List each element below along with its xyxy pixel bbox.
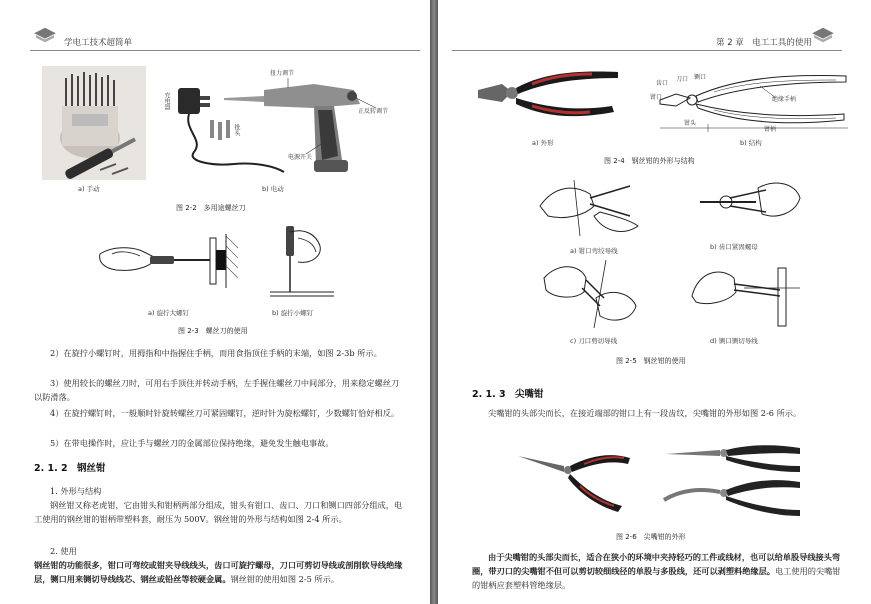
book-gutter xyxy=(430,0,438,604)
right-page xyxy=(438,0,871,604)
paragraph-5: 5）在带电操作时，应让手与螺丝刀的金属部位保持绝缘，避免发生触电事故。 xyxy=(50,438,334,448)
label-torque: 扭力调节 xyxy=(270,70,295,77)
electric-screwdriver-drawing xyxy=(164,70,404,180)
screwdriver-usage-large-drawing xyxy=(92,232,242,292)
fig2-4a-caption: a) 外形 xyxy=(532,139,554,147)
paragraph-needle-nose-use xyxy=(472,550,844,592)
label-power: 电源开关 xyxy=(288,154,313,161)
label-sleeve: 绝缘手柄 xyxy=(772,96,797,103)
fig2-5a-caption: a) 钳口弯绞导线 xyxy=(570,247,618,255)
pliers-chop-wire-drawing xyxy=(684,262,804,332)
label-head: 钳头 xyxy=(684,120,697,127)
running-header-left: 学电工技术超简单 xyxy=(64,38,133,48)
pliers-tighten-nut-drawing xyxy=(696,176,806,236)
label-cutter: 铡口 xyxy=(694,74,707,81)
section-heading-2-1-3 xyxy=(472,386,544,400)
subheading-structure: 1. 外形与结构 xyxy=(50,486,102,496)
section-title: 尖嘴钳 xyxy=(514,389,544,400)
fig2-3-caption: 图 2-3 螺丝刀的使用 xyxy=(178,327,248,335)
header-rule xyxy=(452,50,842,51)
combination-pliers-photo xyxy=(472,66,622,128)
label-handle: 钳柄 xyxy=(764,126,777,133)
label-blade: 刀口 xyxy=(676,76,689,83)
paragraph-3: 3）使用较长的螺丝刀时，可用右手顶住并转动手柄，左手握住螺丝刀中间部分，用来稳定螺丝刀以防滑落。 xyxy=(34,378,400,402)
fig2-2b-caption: b) 电动 xyxy=(262,185,284,193)
label-reverse: 正反转调节 xyxy=(358,108,389,115)
book-logo-icon xyxy=(810,26,836,44)
paragraph-2: 2）在旋拧小螺钉时，用拇指和中指握住手柄，而用食指顶住手柄的末端，如图 2-3b 所示。 xyxy=(50,348,382,358)
fig2-2a-caption: a) 手动 xyxy=(78,185,100,193)
section-heading-2-1-2 xyxy=(34,460,106,474)
paragraph-needle-nose-intro: 尖嘴钳的头部尖而长，在接近端部的钳口上有一段齿纹，尖嘴钳的外形如图 2-6 所示。 xyxy=(488,408,802,418)
needle-nose-pliers-straight xyxy=(514,442,634,512)
screwdriver-usage-small-drawing xyxy=(268,222,338,304)
header-rule xyxy=(30,50,420,51)
paragraph-use xyxy=(34,558,406,586)
section-number: 2. 1. 2 xyxy=(34,463,68,474)
left-page xyxy=(0,0,430,604)
label-jaw: 钳口 xyxy=(650,94,663,101)
fig2-4b-caption: b) 结构 xyxy=(740,139,762,147)
manual-screwdriver-set-photo xyxy=(42,66,146,180)
fig2-5c-caption: c) 刀口剪切导线 xyxy=(570,337,618,345)
paragraph-structure: 钢丝钳又称老虎钳，它由钳头和钳柄两部分组成，钳头有钳口、齿口、刀口和铡口四部分组成，电工使用的钢丝钳的钳柄带塑料套，耐压为 500V。钢丝钳的外形与结构如图 2-4 所示。 xyxy=(34,500,403,524)
fig2-5-caption: 图 2-5 钢丝钳的使用 xyxy=(616,357,686,365)
book-logo-icon xyxy=(32,26,58,44)
fig2-6-caption: 图 2-6 尖嘴钳的外形 xyxy=(616,533,686,541)
running-header-right: 第 2 章 电工工具的使用 xyxy=(716,38,812,48)
section-title: 钢丝钳 xyxy=(76,463,106,474)
pliers-cut-wire-drawing xyxy=(534,258,644,332)
subheading-use: 2. 使用 xyxy=(50,546,77,556)
section-number: 2. 1. 3 xyxy=(472,389,506,400)
fig2-5d-caption: d) 铡口铡切导线 xyxy=(710,337,758,345)
fig2-5b-caption: b) 齿口紧固螺母 xyxy=(710,243,758,251)
paragraph-needle-nose-bold: 由于尖嘴钳的头部尖而长，适合在狭小的环境中夹持轻巧的工件或线材，也可以给单股导线接头弯圈，带刃口的尖嘴钳不但可以剪切较细线径的单股与多股线，还可以剥塑料绝缘层。 xyxy=(472,552,841,576)
fig2-3b-caption: b) 旋拧小螺钉 xyxy=(272,309,314,317)
fig2-3a-caption: a) 旋拧大螺钉 xyxy=(148,309,190,317)
pliers-bend-wire-drawing xyxy=(534,176,644,242)
label-teeth: 齿口 xyxy=(656,80,669,87)
paragraph-use-tail: 钢丝钳的使用如图 2-5 所示。 xyxy=(230,574,339,584)
label-charger: 充电器 xyxy=(163,92,170,110)
fig2-2-caption: 图 2-2 多用途螺丝刀 xyxy=(176,204,246,212)
label-bits: 批头 xyxy=(233,124,240,136)
needle-nose-pliers-pair xyxy=(660,440,810,520)
paragraph-4: 4）在旋拧螺钉时，一般顺时针旋转螺丝刀可紧固螺钉，逆时针为旋松螺钉，少数螺钉恰好相反。 xyxy=(50,408,400,418)
paragraph-needle-nose-tail: 电工使用的尖嘴钳的钳柄应套塑料管绝缘层。 xyxy=(472,566,841,590)
paragraph-use-bold: 钢丝钳的功能很多，钳口可弯绞或钳夹导线线头，齿口可旋拧螺母，刀口可剪切导线或剖削软导线绝缘层，铡口用来铡切导线线芯、钢丝或铅丝等较硬金属。 xyxy=(34,560,403,584)
fig2-4-caption: 图 2-4 钢丝钳的外形与结构 xyxy=(604,157,695,165)
